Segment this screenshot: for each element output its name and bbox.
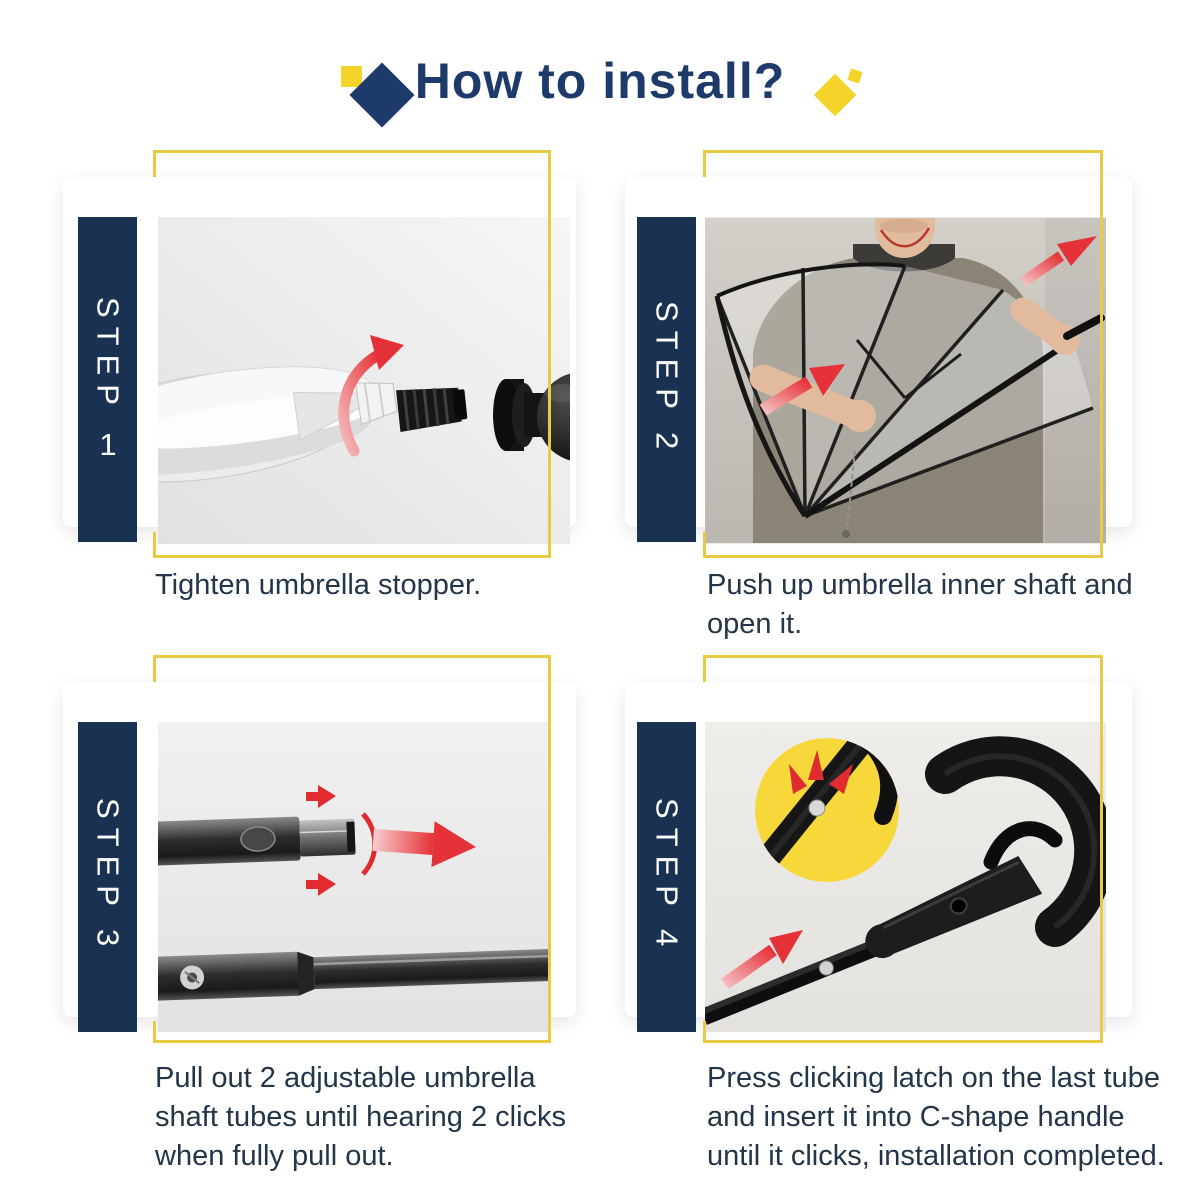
- page-title: How to install?: [414, 53, 786, 109]
- step-4-caption: Press clicking latch on the last tube and insert it into C-shape handle until it clicks, installation completed.: [707, 1062, 1165, 1172]
- step-3-panel: [63, 655, 576, 1195]
- step-2-label: STEP2: [649, 300, 685, 459]
- step-2-caption: Push up umbrella inner shaft and open it.: [707, 569, 1133, 640]
- handle-latch-illustration: [705, 722, 1106, 1032]
- step-3-label-band: [78, 722, 137, 1032]
- step-4-label: STEP4: [649, 798, 685, 956]
- step-1-photo: [158, 217, 570, 544]
- frame-stub: [703, 655, 706, 682]
- step-2-label-band: [637, 217, 696, 542]
- frame-stub: [153, 532, 156, 558]
- step-1-label-band: [78, 217, 137, 542]
- umbrella-stopper-illustration: [158, 217, 570, 544]
- step-1-card: [63, 177, 576, 527]
- step-1-panel: [63, 150, 576, 655]
- frame-stub: [703, 150, 706, 177]
- frame-stub: [153, 1021, 156, 1043]
- frame-stub: [153, 150, 156, 177]
- shaft-tubes-illustration: [158, 722, 550, 1032]
- step-3-card: [63, 682, 576, 1017]
- step-2-panel: [625, 150, 1132, 655]
- step-1-label: STEP1: [90, 296, 126, 463]
- frame-stub: [153, 655, 156, 682]
- open-umbrella-illustration: [705, 217, 1106, 544]
- step-4-panel: [625, 655, 1165, 1195]
- step-4-photo: [705, 722, 1106, 1032]
- step-4-label-band: [637, 722, 696, 1032]
- step-3-caption: Pull out 2 adjustable umbrella shaft tubes until hearing 2 clicks when fully pull out.: [155, 1062, 567, 1172]
- step-3-photo: [158, 722, 550, 1032]
- step-4-card: [625, 682, 1132, 1017]
- step-2-card: [625, 177, 1132, 527]
- step-3-label: STEP3: [90, 798, 126, 956]
- step-1-caption: Tighten umbrella stopper.: [155, 569, 482, 601]
- step-2-photo: [705, 217, 1106, 544]
